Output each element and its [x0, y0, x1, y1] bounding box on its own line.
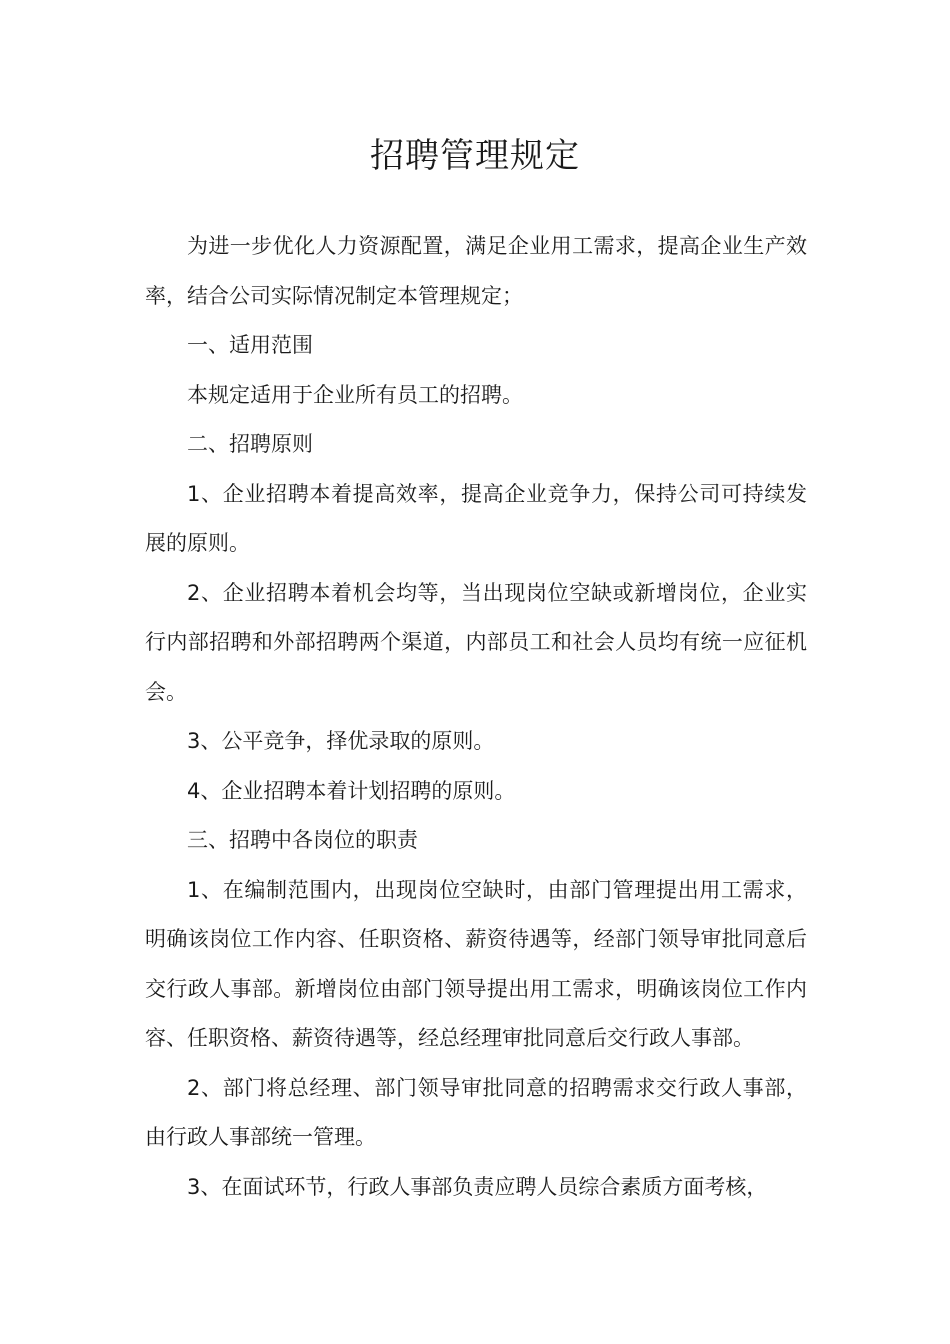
principle-item-3: 3、公平竞争，择优录取的原则。: [187, 729, 495, 753]
section-heading-scope: 一、适用范围: [187, 333, 313, 357]
responsibility-item-1: 1、在编制范围内，出现岗位空缺时，由部门管理提出用工需求，明确该岗位工作内容、任职资格、薪资待遇等，经部门领导审批同意后交行政人事部。新增岗位由部门领导提出用工需求，明确该岗位工作内容、任职资格、薪资待遇等，经总经理审批同意后交行政人事部。: [145, 877, 807, 1050]
principle-item-2: 2、企业招聘本着机会均等，当出现岗位空缺或新增岗位，企业实行内部招聘和外部招聘两个渠道，内部员工和社会人员均有统一应征机会。: [145, 580, 807, 704]
section-heading-responsibilities: 三、招聘中各岗位的职责: [187, 828, 418, 852]
intro-paragraph: 为进一步优化人力资源配置，满足企业用工需求，提高企业生产效率，结合公司实际情况制定本管理规定；: [145, 234, 807, 308]
document-title: 招聘管理规定: [370, 136, 580, 176]
responsibility-item-2: 2、部门将总经理、部门领导审批同意的招聘需求交行政人事部，由行政人事部统一管理。: [145, 1075, 807, 1149]
section-heading-principles: 二、招聘原则: [187, 432, 313, 456]
responsibility-item-3: 3、在面试环节，行政人事部负责应聘人员综合素质方面考核，: [187, 1174, 768, 1199]
principle-item-4: 4、企业招聘本着计划招聘的原则。: [187, 778, 516, 803]
document-body: [145, 222, 807, 1212]
scope-paragraph: 本规定适用于企业所有员工的招聘。: [187, 382, 523, 407]
principle-item-1: 1、企业招聘本着提高效率，提高企业竞争力，保持公司可持续发展的原则。: [145, 481, 807, 555]
